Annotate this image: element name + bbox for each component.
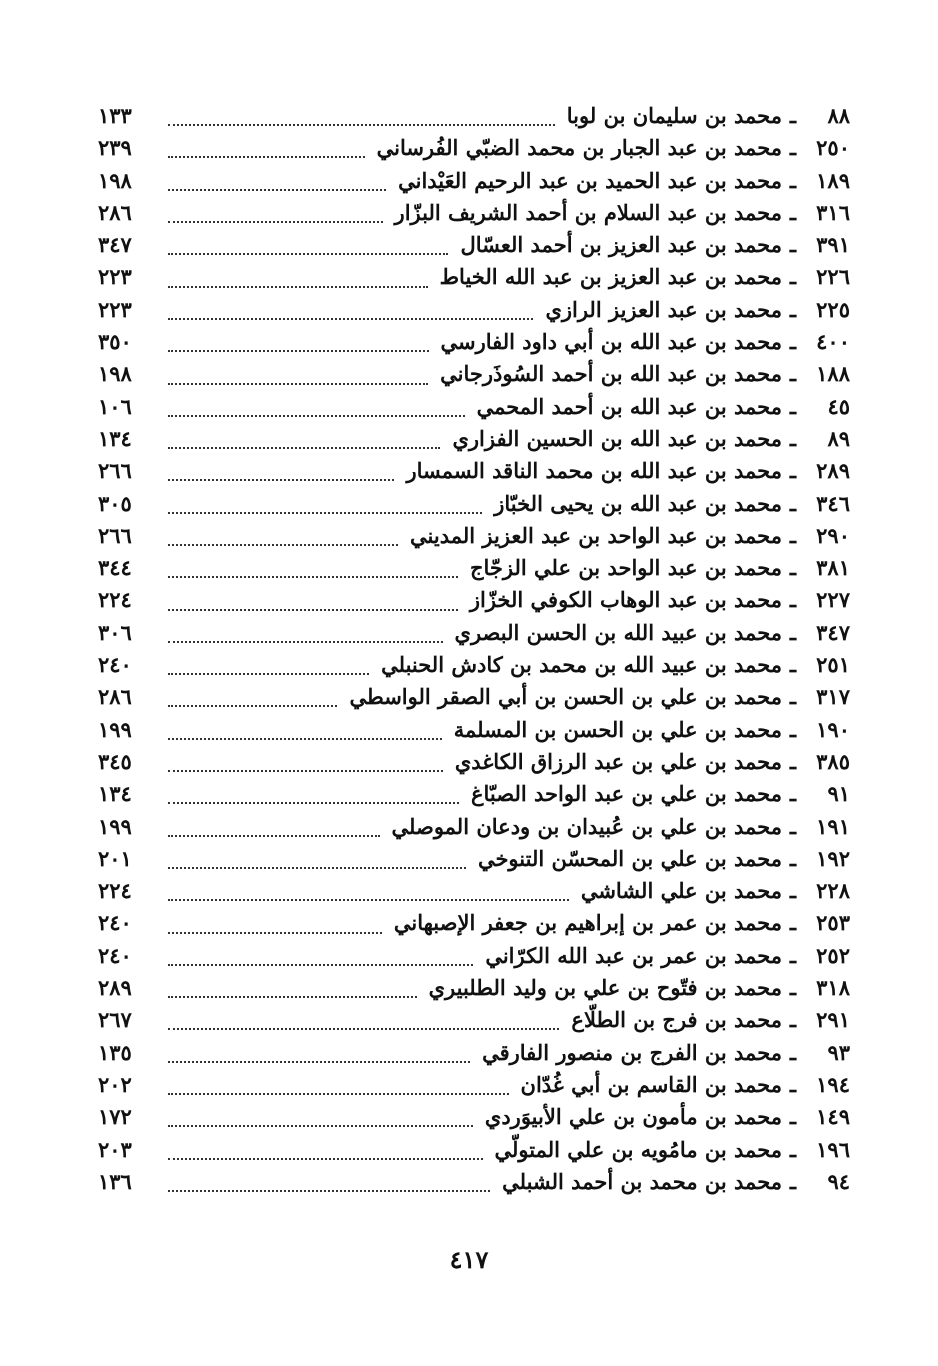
entry-page: ١٠٦	[98, 393, 132, 419]
entry-page: ١٩٩	[98, 813, 132, 839]
leader-dots	[168, 770, 443, 772]
index-entry	[98, 103, 850, 135]
leader-dots	[168, 1125, 473, 1127]
entry-page: ٢٤٠	[98, 942, 132, 968]
entry-page: ١٩٨	[98, 167, 132, 193]
leader-dots	[168, 221, 383, 223]
entry-number: ٢٢٦	[816, 264, 850, 290]
entry-name: محمد بن عبيد الله بن محمد بن كادش الحنبلي	[381, 652, 782, 678]
leader-dots	[168, 124, 555, 126]
entry-page: ٢٨٦	[98, 199, 132, 225]
entry-number: ٣٤٧	[816, 619, 850, 645]
leader-dots	[168, 350, 429, 352]
leader-dots	[168, 415, 465, 417]
entry-name: محمد بن محمد بن أحمد الشبلي	[502, 1168, 782, 1194]
entry-name: محمد بن علي بن المحسّن التنوخي	[477, 845, 782, 871]
entry-name: محمد بن عبد الله بن أبي داود الفارسي	[440, 329, 782, 355]
entry-number: ٢٥٢	[816, 942, 850, 968]
entry-page: ٢٢٣	[98, 264, 132, 290]
index-entry	[98, 1007, 850, 1039]
leader-dots	[168, 1061, 470, 1063]
entry-dash: ـ	[789, 425, 797, 451]
leader-dots	[168, 738, 442, 740]
entry-page: ٣٤٧	[98, 232, 132, 258]
entry-number: ٨٩	[827, 425, 850, 451]
entry-number: ١٩٦	[816, 1136, 850, 1162]
index-entry	[98, 975, 850, 1007]
leader-dots	[168, 253, 448, 255]
index-entry	[98, 394, 850, 426]
entry-name: محمد بن عبد الواحد بن عبد العزيز المديني	[410, 522, 782, 548]
index-entry	[98, 264, 850, 296]
entry-dash: ـ	[789, 167, 797, 193]
index-list	[98, 103, 850, 1201]
index-entry	[98, 426, 850, 458]
entry-number: ١٩٢	[816, 845, 850, 871]
leader-dots	[168, 964, 473, 966]
index-entry	[98, 555, 850, 587]
entry-number: ٣٩١	[816, 232, 850, 258]
entry-page: ١٩٨	[98, 361, 132, 387]
entry-dash: ـ	[789, 1071, 797, 1097]
entry-dash: ـ	[789, 103, 797, 128]
index-entry	[98, 846, 850, 878]
index-entry	[98, 329, 850, 361]
entry-number: ٢٥١	[816, 652, 850, 678]
entry-name: محمد بن علي الشاشي	[580, 878, 782, 904]
entry-dash: ـ	[789, 975, 797, 1001]
entry-dash: ـ	[789, 910, 797, 936]
entry-name: محمد بن عبد الجبار بن محمد الضبّي الفُرساني	[376, 135, 782, 161]
index-entry	[98, 878, 850, 910]
entry-number: ٩١	[827, 781, 850, 807]
entry-dash: ـ	[789, 135, 797, 161]
entry-number: ٣٤٦	[816, 490, 850, 516]
entry-name: محمد بن علي بن عبد الواحد الصبّاغ	[470, 781, 782, 807]
entry-dash: ـ	[789, 716, 797, 742]
leader-dots	[168, 1028, 559, 1030]
entry-number: ٩٣	[827, 1039, 850, 1065]
leader-dots	[168, 641, 443, 643]
entry-name: محمد بن عبد العزيز الرازي	[545, 296, 782, 322]
entry-page: ٢٦٧	[98, 1007, 132, 1033]
entry-page: ٢٤٠	[98, 652, 132, 678]
entry-number: ٢٩٠	[816, 522, 850, 548]
entry-number: ٢٥٣	[816, 910, 850, 936]
entry-page: ٢٨٦	[98, 684, 132, 710]
entry-name: محمد بن عبد العزيز بن عبد الله الخياط	[439, 264, 782, 290]
leader-dots	[168, 544, 398, 546]
entry-dash: ـ	[789, 813, 797, 839]
entry-dash: ـ	[789, 361, 797, 387]
entry-dash: ـ	[789, 393, 797, 419]
index-entry	[98, 717, 850, 749]
entry-page: ٢٢٤	[98, 878, 132, 904]
leader-dots	[168, 1190, 490, 1192]
entry-dash: ـ	[789, 232, 797, 258]
entry-dash: ـ	[789, 845, 797, 871]
index-entry	[98, 297, 850, 329]
entry-number: ٤٥	[827, 393, 850, 419]
entry-page: ٣٤٤	[98, 555, 132, 581]
leader-dots	[168, 609, 458, 611]
entry-number: ١٨٩	[816, 167, 850, 193]
entry-dash: ـ	[789, 587, 797, 613]
entry-number: ٤٠٠	[816, 329, 850, 355]
index-entry	[98, 620, 850, 652]
index-entry	[98, 1072, 850, 1104]
entry-dash: ـ	[789, 1168, 797, 1194]
leader-dots	[168, 156, 365, 158]
entry-page: ١٣٤	[98, 425, 132, 451]
entry-name: محمد بن مأمون بن علي الأبيوَردي	[484, 1104, 782, 1130]
index-entry	[98, 1169, 850, 1201]
entry-dash: ـ	[789, 199, 797, 225]
entry-number: ٢٩١	[816, 1007, 850, 1033]
entry-dash: ـ	[789, 942, 797, 968]
entry-name: محمد بن الفرج بن منصور الفارقي	[482, 1039, 782, 1065]
entry-dash: ـ	[789, 781, 797, 807]
entry-name: محمد بن فتّوح بن علي بن وليد الطلبيري	[428, 975, 782, 1001]
entry-name: محمد بن عبد الواحد بن علي الزجّاج	[469, 555, 782, 581]
entry-name: محمد بن فرج بن الطلّاع	[571, 1007, 782, 1033]
leader-dots	[168, 512, 482, 514]
index-entry	[98, 1137, 850, 1169]
entry-name: محمد بن علي بن الحسن بن أبي الصقر الواسطي	[349, 684, 782, 710]
leader-dots	[168, 996, 417, 998]
entry-page: ٢٢٣	[98, 296, 132, 322]
entry-name: محمد بن القاسم بن أبي غُدّان	[520, 1071, 782, 1097]
entry-page: ١٣٤	[98, 781, 132, 807]
entry-page: ٢٠٣	[98, 1136, 132, 1162]
entry-name: محمد بن عبد الله بن أحمد المحمي	[476, 393, 782, 419]
leader-dots	[168, 189, 386, 191]
leader-dots	[168, 286, 428, 288]
entry-number: ٣١٦	[816, 199, 850, 225]
entry-number: ١٩٤	[816, 1071, 850, 1097]
entry-page: ٣٤٥	[98, 748, 132, 774]
entry-name: محمد بن عمر بن عبد الله الكرّاني	[485, 942, 782, 968]
entry-page: ٢٨٩	[98, 975, 132, 1001]
entry-number: ٣٨١	[816, 555, 850, 581]
leader-dots	[168, 932, 382, 934]
entry-number: ٣١٧	[816, 684, 850, 710]
entry-name: محمد بن سليمان بن لوبا	[566, 103, 782, 128]
index-entry	[98, 749, 850, 781]
entry-dash: ـ	[789, 652, 797, 678]
leader-dots	[168, 835, 380, 837]
entry-dash: ـ	[789, 619, 797, 645]
entry-page: ١٩٩	[98, 716, 132, 742]
leader-dots	[168, 705, 337, 707]
entry-dash: ـ	[789, 490, 797, 516]
leader-dots	[168, 802, 459, 804]
entry-number: ٢٢٥	[816, 296, 850, 322]
entry-number: ٩٤	[827, 1168, 850, 1194]
entry-name: محمد بن عبد الله بن أحمد السُوذَرجاني	[440, 361, 782, 387]
index-entry	[98, 652, 850, 684]
page-number: ٤١٧	[449, 1245, 489, 1274]
leader-dots	[168, 576, 458, 578]
leader-dots	[168, 1093, 509, 1095]
entry-dash: ـ	[789, 264, 797, 290]
entry-page: ٢٠١	[98, 845, 132, 871]
entry-dash: ـ	[789, 1136, 797, 1162]
entry-number: ١٤٩	[816, 1104, 850, 1130]
entry-name: محمد بن علي بن عُبيدان بن ودعان الموصلي	[391, 813, 782, 839]
entry-name: محمد بن عبد السلام بن أحمد الشريف البزّار	[394, 199, 782, 225]
entry-dash: ـ	[789, 296, 797, 322]
entry-number: ٣٨٥	[816, 748, 850, 774]
index-entry	[98, 910, 850, 942]
entry-name: محمد بن عبد الله بن يحيى الخبّاز	[494, 490, 782, 516]
index-entry	[98, 1104, 850, 1136]
entry-name: محمد بن عبد الحميد بن عبد الرحيم العَيْداني	[398, 167, 782, 193]
entry-page: ١٣٣	[98, 103, 132, 128]
entry-name: محمد بن عمر بن إبراهيم بن جعفر الإصبهاني	[393, 910, 782, 936]
entry-page: ٣٠٦	[98, 619, 132, 645]
entry-number: ١٨٨	[816, 361, 850, 387]
entry-number: ٨٨	[827, 103, 850, 128]
entry-name: محمد بن عبد العزيز بن أحمد العسّال	[460, 232, 782, 258]
entry-page: ٢٣٩	[98, 135, 132, 161]
entry-page: ٣٠٥	[98, 490, 132, 516]
index-entry	[98, 1040, 850, 1072]
entry-dash: ـ	[789, 329, 797, 355]
entry-page: ٢٦٦	[98, 458, 132, 484]
leader-dots	[168, 479, 394, 481]
index-entry	[98, 458, 850, 490]
entry-name: محمد بن علي بن عبد الرزاق الكاغدي	[454, 748, 782, 774]
leader-dots	[168, 1158, 483, 1160]
leader-dots	[168, 673, 369, 675]
leader-dots	[168, 383, 428, 385]
entry-dash: ـ	[789, 878, 797, 904]
entry-page: ٢٢٤	[98, 587, 132, 613]
entry-name: محمد بن عبد الوهاب الكوفي الخزّاز	[469, 587, 782, 613]
leader-dots	[168, 899, 569, 901]
entry-number: ١٩٠	[816, 716, 850, 742]
entry-dash: ـ	[789, 522, 797, 548]
entry-name: محمد بن عبد الله بن محمد الناقد السمسار	[406, 458, 782, 484]
entry-page: ٢٠٢	[98, 1071, 132, 1097]
entry-name: محمد بن عبد الله بن الحسين الفزاري	[452, 425, 782, 451]
entry-page: ١٣٥	[98, 1039, 132, 1065]
index-entry	[98, 361, 850, 393]
entry-dash: ـ	[789, 555, 797, 581]
entry-number: ٢٢٧	[816, 587, 850, 613]
index-entry	[98, 491, 850, 523]
index-entry	[98, 943, 850, 975]
entry-dash: ـ	[789, 684, 797, 710]
entry-page: ١٣٦	[98, 1168, 132, 1194]
index-entry	[98, 200, 850, 232]
entry-dash: ـ	[789, 1007, 797, 1033]
entry-number: ٣١٨	[816, 975, 850, 1001]
entry-page: ١٧٢	[98, 1104, 132, 1130]
entry-number: ٢٢٨	[816, 878, 850, 904]
index-entry	[98, 523, 850, 555]
entry-name: محمد بن علي بن الحسن بن المسلمة	[453, 716, 782, 742]
entry-name: محمد بن عبيد الله بن الحسن البصري	[454, 619, 782, 645]
leader-dots	[168, 318, 533, 320]
entry-number: ٢٥٠	[816, 135, 850, 161]
entry-name: محمد بن مامُويه بن علي المتولّي	[494, 1136, 782, 1162]
index-entry	[98, 135, 850, 167]
index-entry	[98, 684, 850, 716]
entry-dash: ـ	[789, 1104, 797, 1130]
entry-dash: ـ	[789, 1039, 797, 1065]
leader-dots	[168, 867, 466, 869]
entry-dash: ـ	[789, 458, 797, 484]
leader-dots	[168, 447, 440, 449]
entry-dash: ـ	[789, 748, 797, 774]
index-entry	[98, 781, 850, 813]
entry-number: ٢٨٩	[816, 458, 850, 484]
index-entry	[98, 587, 850, 619]
entry-number: ١٩١	[816, 813, 850, 839]
entry-page: ٢٦٦	[98, 522, 132, 548]
index-entry	[98, 814, 850, 846]
index-entry	[98, 168, 850, 200]
entry-page: ٣٥٠	[98, 329, 132, 355]
entry-page: ٢٤٠	[98, 910, 132, 936]
index-entry	[98, 232, 850, 264]
